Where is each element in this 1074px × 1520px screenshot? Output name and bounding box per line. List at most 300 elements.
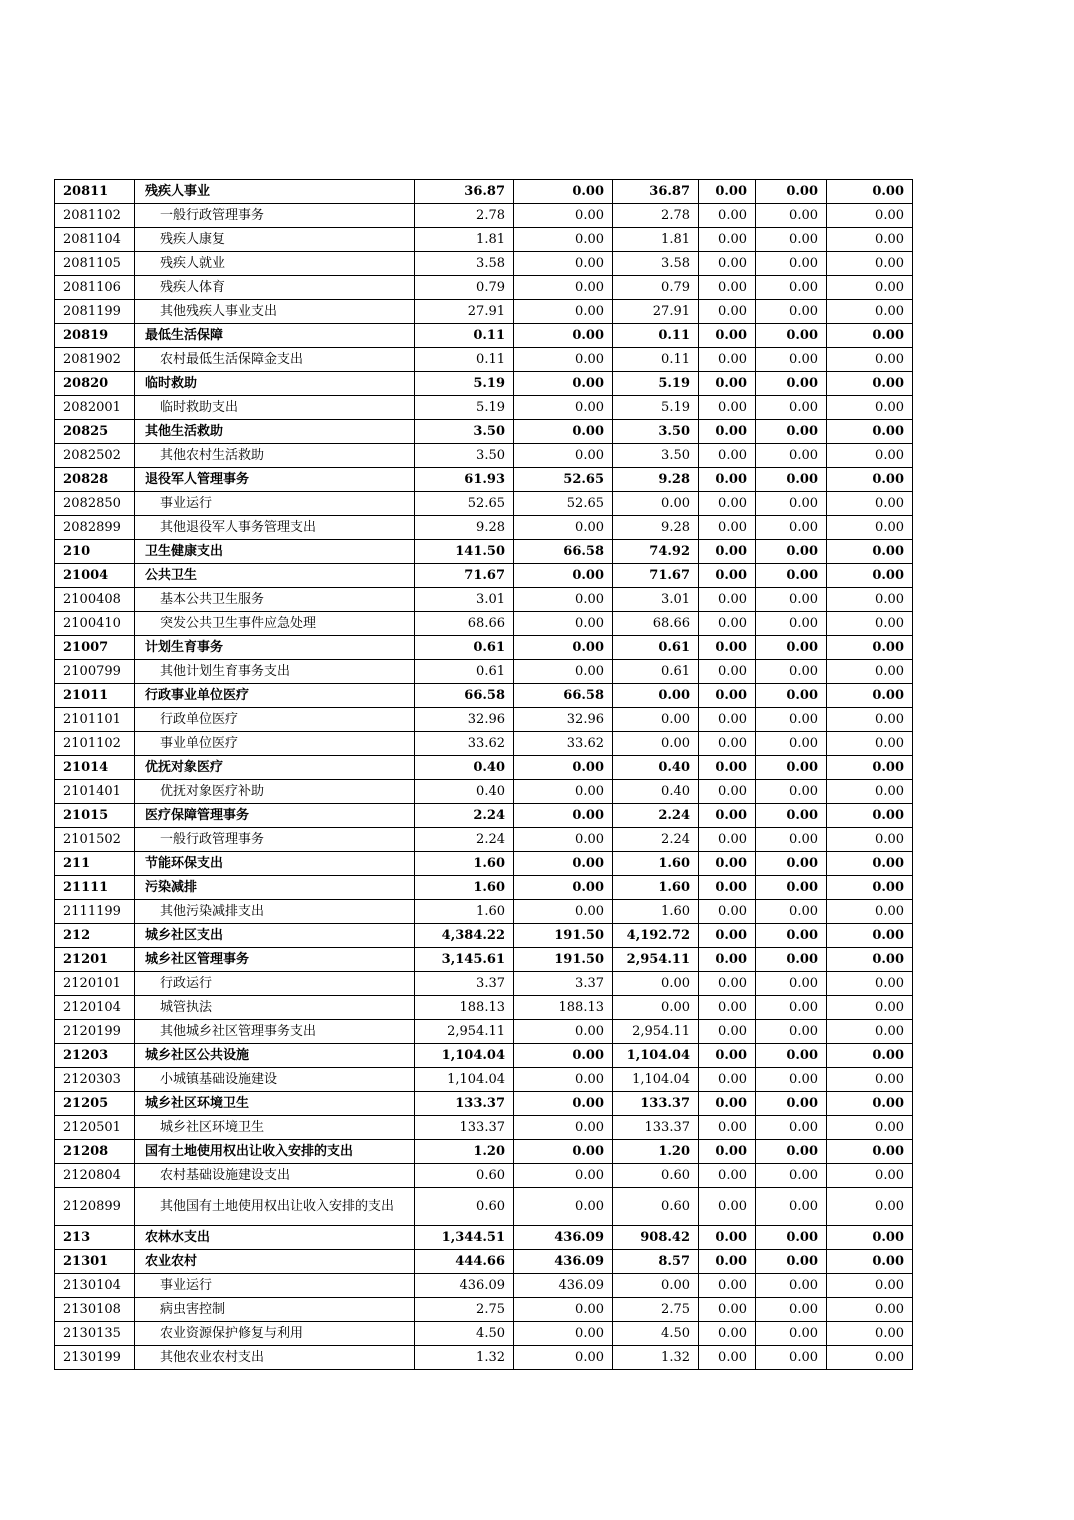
- row-value-col4: 0.00: [699, 1274, 756, 1298]
- row-value-col6: 0.00: [827, 396, 913, 420]
- row-value-col1: 4,384.22: [415, 924, 514, 948]
- row-name-cell: [135, 1346, 415, 1370]
- table-row: [55, 1322, 913, 1346]
- row-name: 卫生健康支出: [145, 544, 224, 559]
- row-name-cell: [135, 684, 415, 708]
- row-value-col3: 27.91: [613, 300, 699, 324]
- row-value-col3: 71.67: [613, 564, 699, 588]
- row-name-cell: [135, 1250, 415, 1274]
- table-row: [55, 660, 913, 684]
- row-value-col5: 0.00: [756, 900, 827, 924]
- row-value-col2: 0.00: [514, 1020, 613, 1044]
- row-value-col2: 0.00: [514, 660, 613, 684]
- row-value-col3: 0.00: [613, 732, 699, 756]
- row-name-cell: [135, 660, 415, 684]
- row-value-col3: 2.24: [613, 828, 699, 852]
- row-value-col6: 0.00: [827, 468, 913, 492]
- row-name: 其他残疾人事业支出: [160, 304, 278, 319]
- row-value-col2: 0.00: [514, 1140, 613, 1164]
- row-value-col3: 0.00: [613, 684, 699, 708]
- row-value-col6: 0.00: [827, 1164, 913, 1188]
- row-value-col6: 0.00: [827, 588, 913, 612]
- row-value-col5: 0.00: [756, 1044, 827, 1068]
- row-value-col2: 0.00: [514, 1346, 613, 1370]
- row-code: 21111: [55, 876, 135, 900]
- row-value-col4: 0.00: [699, 1044, 756, 1068]
- row-code: 2120303: [55, 1068, 135, 1092]
- row-value-col5: 0.00: [756, 372, 827, 396]
- table-row: [55, 324, 913, 348]
- row-value-col3: 0.00: [613, 708, 699, 732]
- row-code: 2130135: [55, 1322, 135, 1346]
- row-value-col1: 0.11: [415, 348, 514, 372]
- row-value-col2: 0.00: [514, 852, 613, 876]
- row-value-col4: 0.00: [699, 1188, 756, 1226]
- table-row: [55, 948, 913, 972]
- row-value-col2: 436.09: [514, 1274, 613, 1298]
- row-value-col3: 3.01: [613, 588, 699, 612]
- row-value-col3: 8.57: [613, 1250, 699, 1274]
- table-row: [55, 780, 913, 804]
- row-name-cell: [135, 876, 415, 900]
- row-value-col5: 0.00: [756, 1116, 827, 1140]
- row-value-col1: 0.61: [415, 636, 514, 660]
- row-value-col2: 0.00: [514, 1116, 613, 1140]
- row-value-col6: 0.00: [827, 540, 913, 564]
- row-name: 事业运行: [160, 496, 213, 511]
- row-value-col1: 52.65: [415, 492, 514, 516]
- row-name-cell: [135, 588, 415, 612]
- row-value-col2: 33.62: [514, 732, 613, 756]
- row-value-col3: 2.24: [613, 804, 699, 828]
- row-name: 病虫害控制: [160, 1302, 226, 1317]
- row-value-col5: 0.00: [756, 1092, 827, 1116]
- row-value-col3: 2,954.11: [613, 1020, 699, 1044]
- row-name-cell: [135, 1092, 415, 1116]
- row-name-cell: [135, 1164, 415, 1188]
- row-value-col2: 0.00: [514, 900, 613, 924]
- row-value-col4: 0.00: [699, 900, 756, 924]
- table-row: [55, 1140, 913, 1164]
- row-value-col5: 0.00: [756, 1020, 827, 1044]
- row-value-col5: 0.00: [756, 252, 827, 276]
- row-value-col3: 0.60: [613, 1164, 699, 1188]
- row-value-col5: 0.00: [756, 1068, 827, 1092]
- row-name-cell: [135, 228, 415, 252]
- row-value-col4: 0.00: [699, 348, 756, 372]
- row-name-cell: [135, 1044, 415, 1068]
- table-row: [55, 708, 913, 732]
- row-name: 优抚对象医疗: [145, 760, 224, 775]
- row-code: 2120804: [55, 1164, 135, 1188]
- row-name-cell: [135, 1188, 415, 1226]
- row-value-col1: 3.50: [415, 420, 514, 444]
- row-value-col4: 0.00: [699, 1298, 756, 1322]
- row-value-col5: 0.00: [756, 780, 827, 804]
- row-value-col5: 0.00: [756, 852, 827, 876]
- row-value-col3: 0.60: [613, 1188, 699, 1226]
- row-value-col2: 0.00: [514, 444, 613, 468]
- row-value-col5: 0.00: [756, 684, 827, 708]
- row-value-col3: 1.20: [613, 1140, 699, 1164]
- row-name-cell: [135, 924, 415, 948]
- row-code: 2082850: [55, 492, 135, 516]
- row-value-col5: 0.00: [756, 396, 827, 420]
- row-value-col6: 0.00: [827, 684, 913, 708]
- row-name: 优抚对象医疗补助: [160, 784, 265, 799]
- row-name-cell: [135, 972, 415, 996]
- row-value-col3: 0.11: [613, 348, 699, 372]
- row-value-col2: 52.65: [514, 468, 613, 492]
- row-value-col1: 1,344.51: [415, 1226, 514, 1250]
- row-value-col4: 0.00: [699, 636, 756, 660]
- row-value-col4: 0.00: [699, 180, 756, 204]
- row-code: 21301: [55, 1250, 135, 1274]
- row-name: 小城镇基础设施建设: [160, 1072, 278, 1087]
- row-code: 21203: [55, 1044, 135, 1068]
- row-value-col4: 0.00: [699, 948, 756, 972]
- row-value-col6: 0.00: [827, 924, 913, 948]
- row-name: 事业运行: [160, 1278, 213, 1293]
- row-code: 21011: [55, 684, 135, 708]
- budget-table: [54, 179, 913, 1370]
- row-value-col5: 0.00: [756, 972, 827, 996]
- row-value-col1: 0.61: [415, 660, 514, 684]
- row-name: 国有土地使用权出让收入安排的支出: [145, 1144, 354, 1159]
- row-name-cell: [135, 252, 415, 276]
- row-value-col5: 0.00: [756, 324, 827, 348]
- row-value-col3: 2.75: [613, 1298, 699, 1322]
- row-value-col3: 3.50: [613, 420, 699, 444]
- row-value-col1: 3.50: [415, 444, 514, 468]
- row-name: 其他农村生活救助: [160, 448, 265, 463]
- row-value-col2: 191.50: [514, 924, 613, 948]
- row-value-col5: 0.00: [756, 996, 827, 1020]
- row-code: 2081105: [55, 252, 135, 276]
- row-value-col2: 0.00: [514, 1322, 613, 1346]
- row-value-col2: 0.00: [514, 1092, 613, 1116]
- row-name: 节能环保支出: [145, 856, 224, 871]
- row-value-col1: 71.67: [415, 564, 514, 588]
- row-value-col1: 0.40: [415, 780, 514, 804]
- row-name-cell: [135, 780, 415, 804]
- row-code: 2120104: [55, 996, 135, 1020]
- row-code: 2081106: [55, 276, 135, 300]
- row-value-col5: 0.00: [756, 828, 827, 852]
- row-value-col1: 27.91: [415, 300, 514, 324]
- row-code: 211: [55, 852, 135, 876]
- row-value-col2: 0.00: [514, 876, 613, 900]
- row-value-col1: 66.58: [415, 684, 514, 708]
- row-value-col2: 32.96: [514, 708, 613, 732]
- row-value-col1: 0.11: [415, 324, 514, 348]
- table-row: [55, 1068, 913, 1092]
- row-value-col3: 0.00: [613, 996, 699, 1020]
- row-code: 20819: [55, 324, 135, 348]
- row-code: 2120899: [55, 1188, 135, 1226]
- row-name-cell: [135, 756, 415, 780]
- row-value-col6: 0.00: [827, 636, 913, 660]
- row-value-col5: 0.00: [756, 1250, 827, 1274]
- table-body: [55, 180, 913, 1370]
- row-name-cell: [135, 1140, 415, 1164]
- row-code: 21201: [55, 948, 135, 972]
- row-value-col4: 0.00: [699, 324, 756, 348]
- row-code: 20811: [55, 180, 135, 204]
- row-name-cell: [135, 828, 415, 852]
- row-value-col2: 0.00: [514, 372, 613, 396]
- row-value-col1: 5.19: [415, 396, 514, 420]
- row-value-col4: 0.00: [699, 228, 756, 252]
- row-value-col3: 1,104.04: [613, 1044, 699, 1068]
- row-name: 其他城乡社区管理事务支出: [160, 1024, 317, 1039]
- table-row: [55, 852, 913, 876]
- row-value-col6: 0.00: [827, 780, 913, 804]
- row-value-col6: 0.00: [827, 228, 913, 252]
- row-value-col2: 0.00: [514, 204, 613, 228]
- row-code: 2120101: [55, 972, 135, 996]
- row-value-col3: 1.81: [613, 228, 699, 252]
- row-code: 2120501: [55, 1116, 135, 1140]
- row-code: 2111199: [55, 900, 135, 924]
- row-name-cell: [135, 804, 415, 828]
- row-value-col6: 0.00: [827, 876, 913, 900]
- row-value-col3: 133.37: [613, 1116, 699, 1140]
- row-value-col6: 0.00: [827, 180, 913, 204]
- row-name: 残疾人就业: [160, 256, 226, 271]
- row-code: 2101401: [55, 780, 135, 804]
- table-row: [55, 540, 913, 564]
- row-name-cell: [135, 180, 415, 204]
- row-value-col3: 133.37: [613, 1092, 699, 1116]
- row-value-col5: 0.00: [756, 204, 827, 228]
- table-row: [55, 252, 913, 276]
- table-row: [55, 900, 913, 924]
- row-code: 2081902: [55, 348, 135, 372]
- row-value-col2: 0.00: [514, 348, 613, 372]
- row-value-col4: 0.00: [699, 252, 756, 276]
- row-value-col4: 0.00: [699, 1020, 756, 1044]
- row-value-col5: 0.00: [756, 228, 827, 252]
- row-code: 2130104: [55, 1274, 135, 1298]
- row-value-col6: 0.00: [827, 564, 913, 588]
- row-name: 基本公共卫生服务: [160, 592, 265, 607]
- row-value-col1: 133.37: [415, 1092, 514, 1116]
- row-value-col2: 436.09: [514, 1250, 613, 1274]
- row-value-col2: 0.00: [514, 516, 613, 540]
- row-value-col3: 74.92: [613, 540, 699, 564]
- row-name-cell: [135, 204, 415, 228]
- row-value-col4: 0.00: [699, 1250, 756, 1274]
- row-value-col4: 0.00: [699, 396, 756, 420]
- row-value-col3: 1.32: [613, 1346, 699, 1370]
- row-name-cell: [135, 996, 415, 1020]
- row-value-col2: 0.00: [514, 300, 613, 324]
- row-value-col6: 0.00: [827, 1020, 913, 1044]
- row-value-col1: 2.78: [415, 204, 514, 228]
- row-value-col5: 0.00: [756, 588, 827, 612]
- row-name: 行政单位医疗: [160, 712, 239, 727]
- row-value-col2: 52.65: [514, 492, 613, 516]
- row-value-col6: 0.00: [827, 612, 913, 636]
- table-row: [55, 516, 913, 540]
- row-value-col4: 0.00: [699, 1226, 756, 1250]
- row-name-cell: [135, 324, 415, 348]
- row-name: 农村基础设施建设支出: [160, 1168, 291, 1183]
- row-value-col4: 0.00: [699, 492, 756, 516]
- row-value-col5: 0.00: [756, 612, 827, 636]
- row-code: 2101102: [55, 732, 135, 756]
- row-name-cell: [135, 420, 415, 444]
- row-name-cell: [135, 348, 415, 372]
- row-name-cell: [135, 852, 415, 876]
- row-value-col1: 2.24: [415, 828, 514, 852]
- row-value-col2: 66.58: [514, 684, 613, 708]
- row-name: 污染减排: [145, 880, 198, 895]
- row-value-col4: 0.00: [699, 612, 756, 636]
- row-value-col2: 0.00: [514, 1188, 613, 1226]
- table-row: [55, 588, 913, 612]
- row-value-col4: 0.00: [699, 444, 756, 468]
- row-value-col4: 0.00: [699, 780, 756, 804]
- table-row: [55, 1092, 913, 1116]
- table-row: [55, 684, 913, 708]
- row-value-col2: 0.00: [514, 180, 613, 204]
- row-value-col1: 133.37: [415, 1116, 514, 1140]
- row-value-col2: 0.00: [514, 636, 613, 660]
- row-value-col3: 908.42: [613, 1226, 699, 1250]
- row-value-col3: 5.19: [613, 372, 699, 396]
- row-value-col4: 0.00: [699, 1322, 756, 1346]
- row-value-col4: 0.00: [699, 684, 756, 708]
- row-name: 残疾人体育: [160, 280, 226, 295]
- table-row: [55, 372, 913, 396]
- row-value-col5: 0.00: [756, 708, 827, 732]
- row-value-col3: 9.28: [613, 468, 699, 492]
- row-value-col4: 0.00: [699, 468, 756, 492]
- row-value-col2: 0.00: [514, 588, 613, 612]
- row-value-col1: 36.87: [415, 180, 514, 204]
- row-value-col5: 0.00: [756, 420, 827, 444]
- row-value-col2: 0.00: [514, 276, 613, 300]
- row-name: 公共卫生: [145, 568, 198, 583]
- row-code: 2100408: [55, 588, 135, 612]
- row-value-col3: 5.19: [613, 396, 699, 420]
- row-value-col5: 0.00: [756, 276, 827, 300]
- row-value-col6: 0.00: [827, 1092, 913, 1116]
- row-value-col3: 0.61: [613, 660, 699, 684]
- row-code: 213: [55, 1226, 135, 1250]
- row-code: 21014: [55, 756, 135, 780]
- row-name: 其他生活救助: [145, 424, 224, 439]
- table-row: [55, 1044, 913, 1068]
- row-value-col3: 0.61: [613, 636, 699, 660]
- row-value-col2: 436.09: [514, 1226, 613, 1250]
- row-value-col3: 0.11: [613, 324, 699, 348]
- row-value-col4: 0.00: [699, 1068, 756, 1092]
- row-code: 20825: [55, 420, 135, 444]
- row-value-col5: 0.00: [756, 444, 827, 468]
- row-name-cell: [135, 468, 415, 492]
- row-value-col1: 1.81: [415, 228, 514, 252]
- row-name: 残疾人康复: [160, 232, 226, 247]
- table-row: [55, 1298, 913, 1322]
- row-value-col5: 0.00: [756, 1298, 827, 1322]
- row-value-col4: 0.00: [699, 972, 756, 996]
- row-code: 2101502: [55, 828, 135, 852]
- row-value-col1: 0.79: [415, 276, 514, 300]
- row-code: 20828: [55, 468, 135, 492]
- row-value-col2: 0.00: [514, 612, 613, 636]
- row-code: 2130199: [55, 1346, 135, 1370]
- row-value-col3: 1.60: [613, 900, 699, 924]
- row-name-cell: [135, 372, 415, 396]
- row-name-cell: [135, 1274, 415, 1298]
- row-name: 计划生育事务: [145, 640, 224, 655]
- row-name: 行政事业单位医疗: [145, 688, 250, 703]
- row-value-col4: 0.00: [699, 924, 756, 948]
- row-value-col2: 3.37: [514, 972, 613, 996]
- row-value-col1: 0.60: [415, 1164, 514, 1188]
- row-value-col6: 0.00: [827, 492, 913, 516]
- row-value-col3: 0.00: [613, 492, 699, 516]
- row-name-cell: [135, 300, 415, 324]
- table-row: [55, 972, 913, 996]
- row-value-col4: 0.00: [699, 756, 756, 780]
- table-row: [55, 1226, 913, 1250]
- row-code: 2101101: [55, 708, 135, 732]
- row-name: 城乡社区支出: [145, 928, 224, 943]
- row-name-cell: [135, 732, 415, 756]
- row-name: 突发公共卫生事件应急处理: [160, 616, 317, 631]
- row-name: 其他污染减排支出: [160, 904, 265, 919]
- row-value-col1: 4.50: [415, 1322, 514, 1346]
- row-value-col5: 0.00: [756, 492, 827, 516]
- row-name: 临时救助支出: [160, 400, 239, 415]
- row-value-col3: 4.50: [613, 1322, 699, 1346]
- row-value-col1: 32.96: [415, 708, 514, 732]
- row-value-col6: 0.00: [827, 756, 913, 780]
- row-value-col6: 0.00: [827, 1226, 913, 1250]
- row-value-col2: 0.00: [514, 324, 613, 348]
- row-value-col1: 0.40: [415, 756, 514, 780]
- row-value-col1: 3.58: [415, 252, 514, 276]
- row-value-col5: 0.00: [756, 948, 827, 972]
- table-row: [55, 492, 913, 516]
- row-value-col5: 0.00: [756, 1164, 827, 1188]
- row-value-col5: 0.00: [756, 876, 827, 900]
- row-value-col6: 0.00: [827, 828, 913, 852]
- row-value-col5: 0.00: [756, 180, 827, 204]
- row-name: 临时救助: [145, 376, 198, 391]
- row-value-col4: 0.00: [699, 372, 756, 396]
- row-name: 其他计划生育事务支出: [160, 664, 291, 679]
- row-name: 农村最低生活保障金支出: [160, 352, 304, 367]
- row-value-col2: 0.00: [514, 804, 613, 828]
- row-name: 事业单位医疗: [160, 736, 239, 751]
- row-value-col2: 0.00: [514, 1164, 613, 1188]
- row-code: 2082502: [55, 444, 135, 468]
- row-value-col3: 1.60: [613, 852, 699, 876]
- table-row: [55, 924, 913, 948]
- row-code: 21205: [55, 1092, 135, 1116]
- row-value-col4: 0.00: [699, 876, 756, 900]
- row-value-col1: 3.01: [415, 588, 514, 612]
- row-value-col4: 0.00: [699, 1092, 756, 1116]
- row-name: 农业资源保护修复与利用: [160, 1326, 304, 1341]
- row-value-col2: 0.00: [514, 564, 613, 588]
- row-value-col4: 0.00: [699, 1346, 756, 1370]
